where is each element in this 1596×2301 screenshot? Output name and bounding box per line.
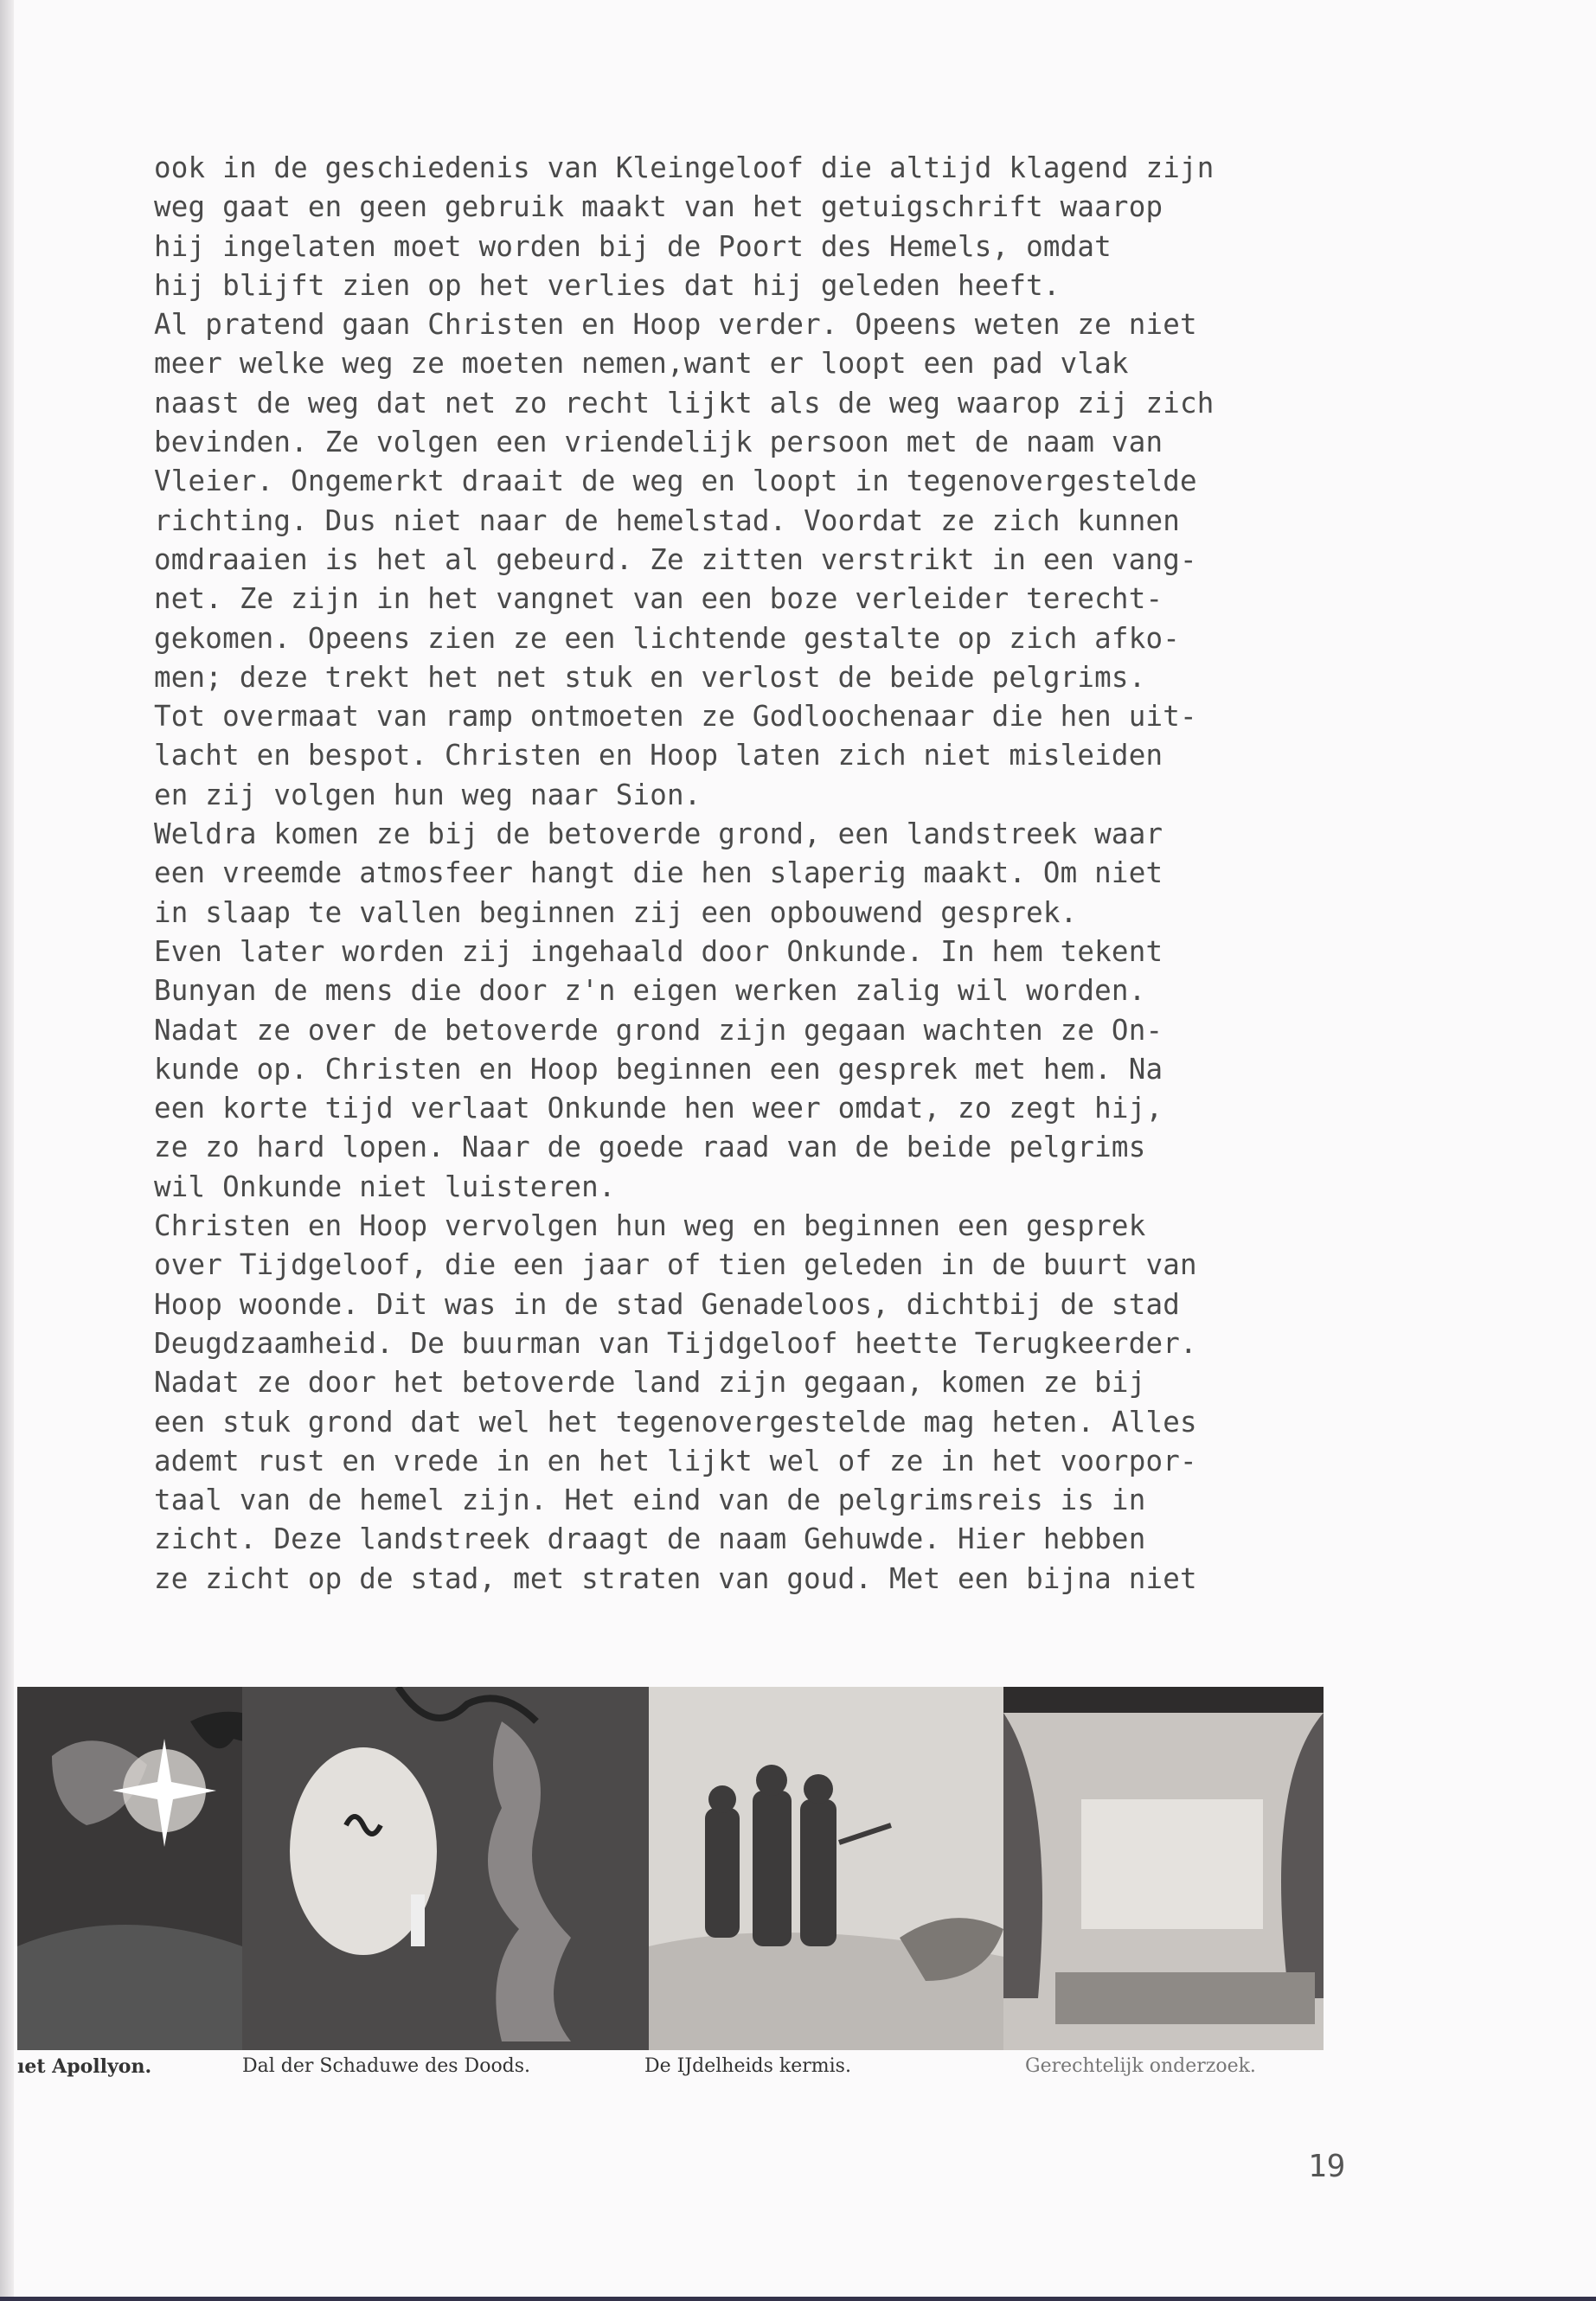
engraving-illustration xyxy=(17,1687,1324,2050)
pilgrim-small xyxy=(411,1894,425,1946)
text-line: Nadat ze door het betoverde land zijn gegaan, komen ze bij xyxy=(154,1366,1146,1400)
text-line: taal van de hemel zijn. Het eind van de pelgrimsreis is in xyxy=(154,1484,1146,1517)
page-left-shadow xyxy=(0,0,14,2301)
court-scene xyxy=(1081,1799,1263,1929)
text-line: wil Onkunde niet luisteren. xyxy=(154,1170,616,1203)
text-line: lacht en bespot. Christen en Hoop laten zich niet misleiden xyxy=(154,739,1163,772)
engraving-drawing xyxy=(17,1687,1324,2050)
text-line: ze zicht op de stad, met straten van goud. Met een bijna niet xyxy=(154,1561,1197,1595)
text-line: net. Ze zijn in het vangnet van een boze verleider terecht- xyxy=(154,582,1163,616)
text-line: en zij volgen hun weg naar Sion. xyxy=(154,778,702,811)
text-line: ook in de geschiedenis van Kleingeloof die altijd klagend zijn xyxy=(154,151,1215,184)
trial-canopy xyxy=(1003,1687,1324,1713)
page-bottom-edge xyxy=(0,2297,1596,2301)
text-line: Weldra komen ze bij de betoverde grond, een landstreek waar xyxy=(154,817,1163,851)
text-line: zicht. Deze landstreek draagt de naam Gehuwde. Hier hebben xyxy=(154,1522,1146,1556)
text-line: Bunyan de mens die door z'n eigen werken zalig wil worden. xyxy=(154,974,1146,1008)
text-line: Deugdzaamheid. De buurman van Tijdgeloof heette Terugkeerder. xyxy=(154,1326,1197,1360)
text-line: kunde op. Christen en Hoop beginnen een gesprek met hem. Na xyxy=(154,1052,1163,1086)
text-line: bevinden. Ze volgen een vriendelijk persoon met de naam van xyxy=(154,426,1163,459)
text-line: hij blijft zien op het verlies dat hij geleden heeft. xyxy=(154,268,1061,302)
text-line: richting. Dus niet naar de hemelstad. Voordat ze zich kunnen xyxy=(154,503,1180,537)
text-line: in slaap te vallen beginnen zij een opbouwend gesprek. xyxy=(154,895,1078,929)
text-line: Hoop woonde. Dit was in de stad Genadeloos, dichtbij de stad xyxy=(154,1287,1180,1321)
text-line: meer welke weg ze moeten nemen,want er loopt een pad vlak xyxy=(154,347,1129,381)
text-line: Even later worden zij ingehaald door Onkunde. In hem tekent xyxy=(154,934,1163,968)
text-line: weg gaat en geen gebruik maakt van het getuigschrift waarop xyxy=(154,190,1163,224)
text-line: ze zo hard lopen. Naar de goede raad van de beide pelgrims xyxy=(154,1131,1146,1164)
text-line: Vleier. Ongemerkt draait de weg en loopt in tegenovergestelde xyxy=(154,465,1197,498)
text-line: een korte tijd verlaat Onkunde hen weer omdat, zo zegt hij, xyxy=(154,1092,1163,1125)
text-line: hij ingelaten moet worden bij de Poort des Hemels, omdat xyxy=(154,229,1112,263)
text-line: omdraaien is het al gebeurd. Ze zitten verstrikt in een vang- xyxy=(154,542,1197,576)
text-line: een stuk grond dat wel het tegenovergestelde mag heten. Alles xyxy=(154,1405,1197,1439)
text-line: naast de weg dat net zo recht lijkt als de weg waarop zij zich xyxy=(154,386,1215,420)
court-floor xyxy=(1055,1972,1315,2024)
text-line: men; deze trekt het net stuk en verlost de beide pelgrims. xyxy=(154,660,1146,694)
text-line: ademt rust en vrede in en het lijkt wel of ze in het voorpor- xyxy=(154,1444,1197,1477)
text-line: over Tijdgeloof, die een jaar of tien geleden in de buurt van xyxy=(154,1248,1197,1282)
page-number: 19 xyxy=(1308,2149,1346,2184)
caption-vanity-fair: De IJdelheids kermis. xyxy=(644,2055,851,2077)
text-line: Christen en Hoop vervolgen hun weg en beginnen een gesprek xyxy=(154,1209,1146,1243)
text-line: Al pratend gaan Christen en Hoop verder. Opeens weten ze niet xyxy=(154,308,1197,342)
caption-valley: Dal der Schaduwe des Doods. xyxy=(242,2055,531,2077)
caption-trial: Gerechtelijk onderzoek. xyxy=(1025,2055,1256,2077)
body-text xyxy=(154,149,1400,1599)
text-line: een vreemde atmosfeer hangt die hen slaperig maakt. Om niet xyxy=(154,856,1163,890)
text-line: gekomen. Opeens zien ze een lichtende gestalte op zich afko- xyxy=(154,621,1180,655)
pilgrims-group xyxy=(705,1765,836,1946)
illustration-captions xyxy=(17,2055,1324,2081)
text-line: Tot overmaat van ramp ontmoeten ze Godloochenaar die hen uit- xyxy=(154,700,1197,734)
text-line: Nadat ze over de betoverde grond zijn gegaan wachten ze On- xyxy=(154,1013,1163,1047)
caption-apollyon: ıet Apollyon. xyxy=(17,2055,152,2078)
